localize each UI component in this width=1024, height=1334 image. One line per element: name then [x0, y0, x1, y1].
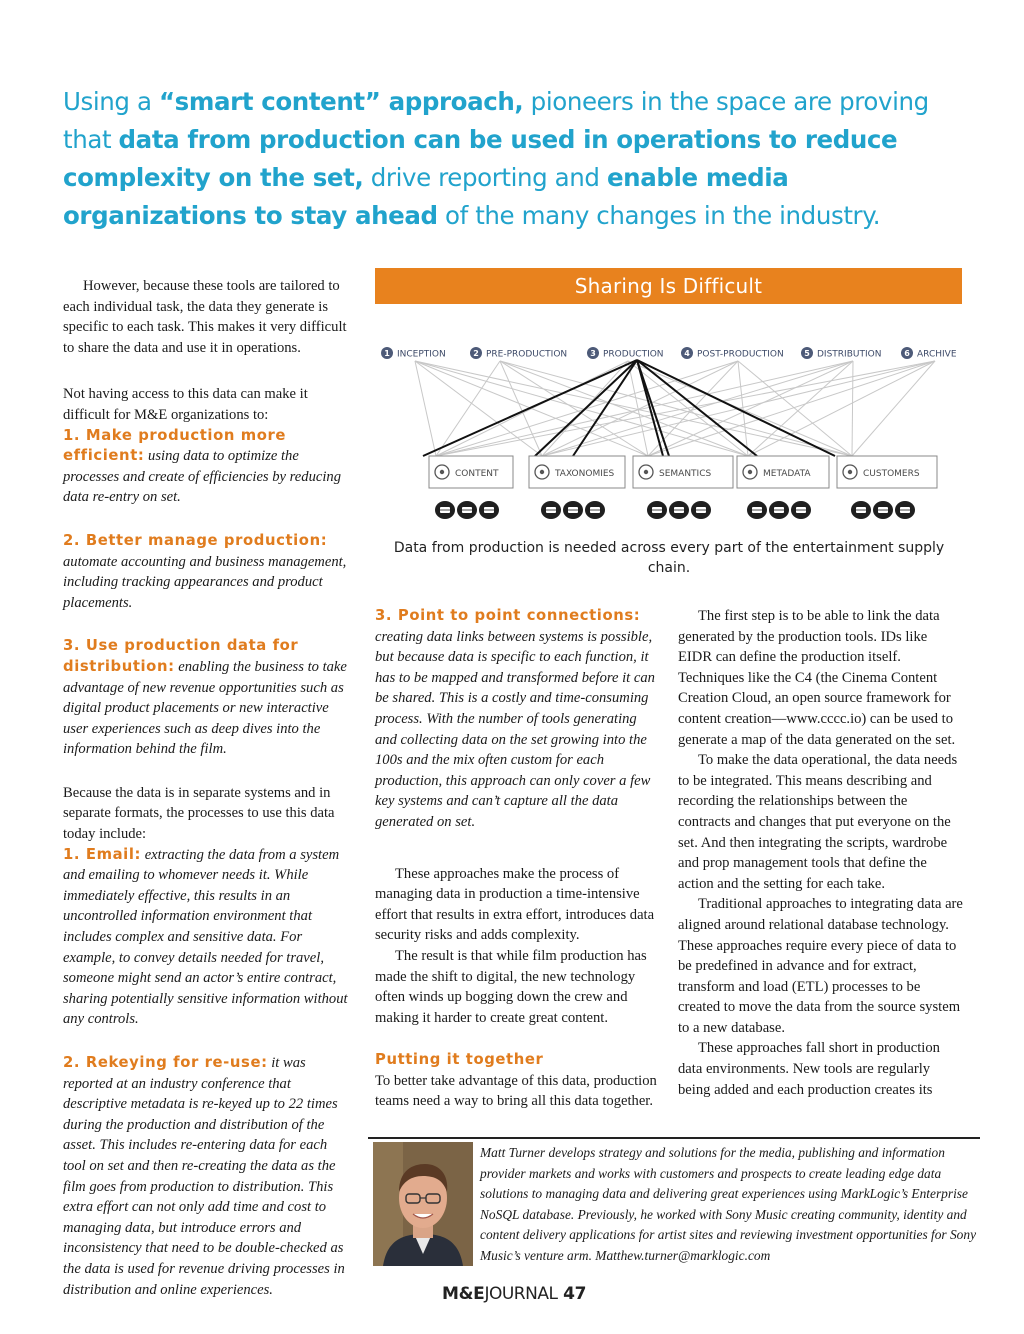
- people-icon: [843, 465, 857, 479]
- stage-distribution: [801, 347, 881, 360]
- stage-label: POST-PRODUCTION: [697, 349, 784, 360]
- pull-quote-emphasis: enable media organizations to stay ahead: [63, 163, 789, 230]
- author-photo: [373, 1142, 473, 1266]
- stage-label: INCEPTION: [397, 349, 446, 360]
- list-item: [63, 636, 351, 760]
- mesh-line: [738, 361, 852, 456]
- box-label: CUSTOMERS: [863, 469, 920, 479]
- list-item: [63, 845, 351, 1030]
- list-item-body: automate accounting and business management, including tracking appearances and product placements.: [63, 553, 347, 611]
- box-semantics: [633, 456, 733, 488]
- stage-pre-production: [470, 347, 567, 360]
- box-label: CONTENT: [455, 469, 499, 479]
- stage-archive: [901, 347, 957, 360]
- list-item-heading: 1. Email:: [63, 845, 142, 863]
- paragraph: Not having access to this data can make it difficult for M&E organizations to:: [63, 386, 308, 423]
- page-footer: [442, 1284, 586, 1304]
- hierarchy-icon: [535, 465, 549, 479]
- production-link: [637, 360, 835, 456]
- box-customers: [837, 456, 937, 488]
- database-icon: [669, 501, 689, 519]
- stage-label: ARCHIVE: [917, 349, 957, 360]
- left-column: [63, 276, 351, 1300]
- mesh-line: [436, 361, 935, 456]
- database-icon: [747, 501, 767, 519]
- paragraph: To make the data operational, the data needs to be integrated. This means describing and recording the relationships between the contracts and changes that put everyone on the set. And then integrating the scripts, wardrobe and prop management tools that define the action and the setting for each take.: [678, 752, 958, 892]
- stage-row: [381, 347, 957, 360]
- journal-brand: JOURNAL: [484, 1284, 558, 1304]
- database-icon: [435, 501, 455, 519]
- tag-icon: [743, 465, 757, 479]
- stage-number: 1: [384, 349, 390, 358]
- network-icon: [639, 465, 653, 479]
- stage-label: DISTRIBUTION: [817, 349, 882, 360]
- paragraph: Because the data is in separate systems and in separate formats, the processes to use this data today include:: [63, 784, 335, 843]
- document-icon: [435, 465, 449, 479]
- paragraph: To better take advantage of this data, production teams need a way to bring all this data together.: [375, 1072, 657, 1110]
- database-icon: [769, 501, 789, 519]
- paragraph: The first step is to be able to link the data generated by the production tools. IDs like EIDR can define the production itself. Techniques like the C4 (the Cinema Content Creation Cloud, an open source framework for content creation—www.cccc.io) can be used to generate a map of the data generated on the set.: [678, 608, 956, 748]
- right-column: [678, 606, 963, 1100]
- pull-quote-emphasis: “smart content” approach,: [158, 87, 524, 116]
- database-icon: [563, 501, 583, 519]
- system-boxes: [429, 456, 937, 488]
- mesh-line: [436, 361, 500, 456]
- mesh-line: [415, 361, 436, 456]
- stage-number: 5: [804, 349, 810, 358]
- stage-label: PRODUCTION: [603, 349, 664, 360]
- figure-title: Sharing Is Difficult: [375, 268, 962, 304]
- database-row: [435, 501, 915, 519]
- box-content: [429, 456, 513, 488]
- mesh-line: [648, 361, 853, 456]
- figure-caption: Data from production is needed across every part of the entertainment supply chain.: [393, 540, 945, 576]
- list-item-body: creating data links between systems is possible, but because data is specific to each function, it has to be mapped and transformed before it can be shared. This is a costly and time-consuming process. With the number of tools generating and collecting data on the set growing into the 100s and the mix often custom for each production, this approach can only cover a few key systems and can’t capture all the data generated on set.: [375, 628, 655, 830]
- database-icon: [851, 501, 871, 519]
- list-item: [63, 1053, 351, 1300]
- stage-number: 2: [473, 349, 479, 358]
- stage-number: 4: [684, 349, 690, 358]
- database-icon: [585, 501, 605, 519]
- journal-brand: M&E: [442, 1284, 485, 1304]
- mesh-line: [500, 361, 852, 456]
- list-item: [63, 531, 351, 613]
- box-label: TAXONOMIES: [555, 469, 615, 479]
- database-icon: [479, 501, 499, 519]
- section-heading: Putting it together: [375, 1051, 544, 1069]
- paragraph: These approaches make the process of managing data in production a time-intensive effort that results in extra effort, introduces data security risks and adds complexity.: [375, 865, 655, 944]
- pull-quote: [63, 83, 963, 235]
- stage-production: [587, 347, 664, 360]
- database-icon: [873, 501, 893, 519]
- paragraph: These approaches fall short in production data environments. New tools are regularly being added and each production creates its: [678, 1040, 940, 1098]
- pull-quote-emphasis: data from production can be used in operations to reduce complexity on the set,: [63, 125, 898, 192]
- database-icon: [895, 501, 915, 519]
- box-metadata: [737, 456, 829, 488]
- pull-quote-text: pioneers in the space are proving that: [63, 87, 929, 154]
- middle-column: [375, 606, 660, 1112]
- stage-label: PRE-PRODUCTION: [486, 349, 568, 360]
- pull-quote-text: of the many changes in the industry.: [437, 201, 881, 230]
- list-item-heading: 2. Rekeying for re-use:: [63, 1054, 268, 1071]
- pull-quote-text: drive reporting and: [363, 163, 607, 192]
- author-bio: Matt Turner develops strategy and solutions for the media, publishing and information provider markets and works with customers and prospects to create leading edge data solutions to managing data and delivering great experiences using MarkLogic’s Enterprise NoSQL database. Previously, he worked with Sony Music creating community, identity and content delivery applications for artist sites and reviewing investment opportunities for Sony Music’s venture arm. Matthew.turner@marklogic.com: [480, 1145, 977, 1263]
- list-item-body: enabling the business to take advantage of new revenue opportunities such as digital product placements or new interactive user experiences such as deep dives into the information behind the film.: [63, 658, 347, 758]
- list-item-body: it was reported at an industry conference that descriptive metadata is re-keyed up to 22 times during the production and distribution of the asset. This includes re-entering data for each tool on set and then re-creating the data as the film goes from production to distribution. This extra effort can not only add time and cost to managing data, but introduce errors and inconsistency that need to be double-checked as the data is used for revenue driving processes in distribution and online experiences.: [63, 1055, 345, 1298]
- list-item-heading: 3. Point to point connections:: [375, 607, 641, 624]
- mesh-line: [748, 361, 935, 456]
- connection-lines: [415, 361, 935, 456]
- box-label: METADATA: [763, 469, 811, 479]
- supply-chain-diagram: [375, 336, 965, 526]
- paragraph: Traditional approaches to integrating data are aligned around relational database technology. These approaches require every piece of data to be predefined in advance and for extract, transform and load (ETL) processes to be created to move the data from the source system to a new database.: [678, 896, 963, 1036]
- stage-post-production: [681, 347, 784, 360]
- mesh-line: [500, 361, 542, 456]
- database-icon: [541, 501, 561, 519]
- stage-number: 3: [590, 349, 596, 358]
- list-item-body: using data to optimize the processes and create of efficiencies by reducing data re-entry on set.: [63, 448, 342, 506]
- bio-divider: [368, 1137, 980, 1139]
- author-portrait: [373, 1142, 473, 1266]
- mesh-line: [542, 361, 738, 456]
- list-item-body: extracting the data from a system and emailing to whomever needs it. While immediately effective, this results in an uncontrolled information environment that includes complex and sensitive data. For example, to convey details needed for travel, someone might send an actor’s entire contract, sharing potentially sensitive information without any controls.: [63, 846, 348, 1028]
- paragraph: However, because these tools are tailored to each individual task, the data they generate is specific to each task. This makes it very difficult to share the data and use it in operations.: [63, 278, 347, 356]
- mesh-line: [852, 361, 853, 456]
- paragraph: The result is that while film production has made the shift to digital, the new technology often winds up bogging down the crew and making it harder to create great content.: [375, 947, 647, 1026]
- list-item-heading: 2. Better manage production:: [63, 531, 328, 549]
- list-item: [375, 606, 660, 833]
- mesh-line: [500, 361, 748, 456]
- stage-inception: [381, 347, 446, 360]
- box-taxonomies: [529, 456, 625, 488]
- database-icon: [647, 501, 667, 519]
- page-number: 47: [563, 1284, 587, 1304]
- database-icon: [457, 501, 477, 519]
- stage-number: 6: [904, 349, 910, 358]
- database-icon: [691, 501, 711, 519]
- database-icon: [791, 501, 811, 519]
- box-label: SEMANTICS: [659, 469, 712, 479]
- pull-quote-text: Using a: [63, 87, 159, 116]
- list-item-heading: 1. Make production more efficient:: [63, 426, 287, 465]
- list-item: [63, 426, 351, 508]
- list-item-heading: 3. Use production data for distribution:: [63, 637, 299, 675]
